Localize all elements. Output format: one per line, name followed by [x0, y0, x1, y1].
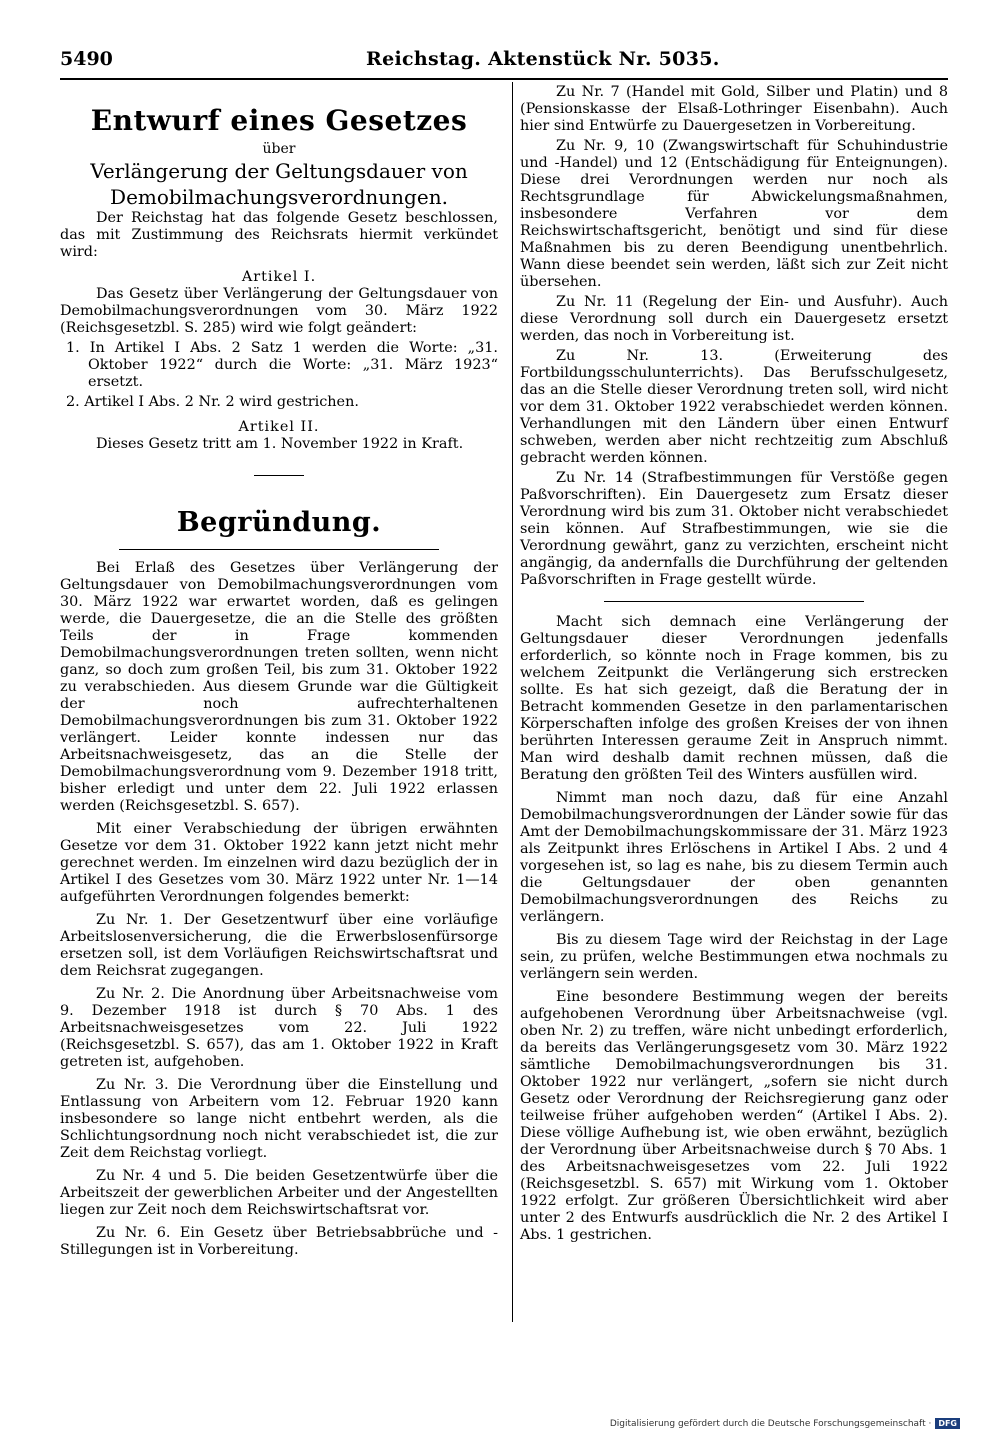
document-title: Entwurf eines Gesetzes [90, 104, 468, 137]
heading-rule [119, 549, 439, 550]
digitization-credit [610, 1418, 960, 1429]
artikel-1-heading: Artikel I. [241, 269, 317, 285]
artikel-2-heading: Artikel II. [238, 419, 320, 435]
right-column [520, 84, 948, 1244]
document-subtitle-line-2: Demobilmachungsverordnungen. [110, 185, 448, 209]
enactment-clause: Der Reichstag hat das folgende Gesetz beschlossen, das mit Zustimmung des Reichsrats hiermit verkündet wird: [60, 210, 498, 260]
paragraph: Eine besondere Bestimmung wegen der bereits aufgehobenen Verordnung über Arbeitsnachweise (vgl. oben Nr. 2) zu treffen, wäre nicht unbedingt erforderlich, da bereits das Verlängerungsgesetz vom 30. März 1922 sämtliche Demobilmachungsverordnungen bis 31. Oktober 1922 nur verlängert, „sofern sie nicht durch Gesetz oder Verordnung der Reichsregierung ganz oder teilweise früher aufgehoben werden“ (Artikel I Abs. 2). Diese völlige Aufhebung ist, wie oben erwähnt, bezüglich der Verordnung über Arbeitsnachweise durch § 70 Abs. 1 des Arbeitsnachweisgesetzes vom 22. Juli 1922 (Reichsgesetzbl. S. 657) mit Wirkung vom 1. Oktober 1922 erfolgt. Zur größeren Übersichtlichkeit wird aber unter 2 des Entwurfs ausdrücklich die Nr. 2 des Artikel I Abs. 1 gestrichen. [520, 989, 948, 1243]
page-header [60, 48, 945, 74]
paragraph: Bis zu diesem Tage wird der Reichstag in der Lage sein, zu prüfen, welche Bestimmungen etwa nochmals zu verlängern sein werden. [520, 932, 948, 982]
paragraph: Nimmt man noch dazu, daß für eine Anzahl Demobilmachungsverordnungen der Länder sowie für das Amt der Demobilmachungskommissare der 31. März 1923 als Zeitpunkt ihres Erlöschens in Artikel I Abs. 2 und 4 vorgesehen ist, so lag es nahe, bis zu diesem Termin auch die Geltungsdauer der oben genannten Demobilmachungsverordnungen des Reichs zu verlängern. [520, 790, 948, 925]
paragraph: Zu Nr. 1. Der Gesetzentwurf über eine vorläufige Arbeitslosenversicherung, die die Erwerbslosenfürsorge ersetzen soll, ist dem Vorläufigen Reichswirtschaftsrat und dem Reichsrat zugegangen. [60, 912, 498, 979]
running-title: Reichstag. Aktenstück Nr. 5035. [366, 48, 720, 70]
page-number: 5490 [60, 48, 113, 70]
credit-text: Digitalisierung gefördert durch die Deutsche Forschungsgemeinschaft · [609, 1419, 932, 1429]
paragraph: Zu Nr. 6. Ein Gesetz über Betriebsabbrüche und -Stillegungen ist in Vorbereitung. [60, 1225, 498, 1258]
header-rule [60, 78, 948, 80]
artikel-1-item-1: 1. In Artikel I Abs. 2 Satz 1 werden die Worte: „31. Oktober 1922“ durch die Worte: „31. März 1923“ ersetzt. [66, 340, 498, 390]
column-divider [512, 82, 513, 1322]
section-separator [254, 475, 304, 476]
paragraph: Zu Nr. 9, 10 (Zwangswirtschaft für Schuhindustrie und -Handel) und 12 (Entschädigung für Enteignungen). Diese drei Verordnungen werden nur noch als Rechtsgrundlage für Abwickelungsmaßnahmen, insbesondere Verfahren vor dem Reichswirtschaftsgericht, benötigt und sind für diese Maßnahmen bis zu deren Beendigung unentbehrlich. Wann diese beendet sein werden, läßt sich zur Zeit nicht übersehen. [520, 138, 948, 290]
paragraph: Zu Nr. 14 (Strafbestimmungen für Verstöße gegen Paßvorschriften). Ein Dauergesetz zum Ersatz dieser Verordnung wird bis zum 31. Oktober nicht verabschiedet sein können. Auf Strafbestimmungen, wie sie die Verordnung gewährt, ganz zu verzichten, erscheint nicht angängig, da andernfalls die Durchführung der geltenden Paßvorschriften in Frage gestellt würde. [520, 470, 948, 588]
artikel-2-text: Dieses Gesetz tritt am 1. November 1922 in Kraft. [96, 436, 464, 452]
title-connector: über [262, 141, 296, 157]
paragraph: Zu Nr. 13. (Erweiterung des Fortbildungsschulunterrichts). Das Berufsschulgesetz, das an die Stelle dieser Verordnung treten soll, wird nicht vor dem 31. Oktober 1922 verabschiedet werden können. Verhandlungen mit den Ländern über einen Entwurf schweben, werden aber nicht rechtzeitig zum Abschluß gebracht werden können. [520, 348, 948, 466]
paragraph: Bei Erlaß des Gesetzes über Verlängerung der Geltungsdauer von Demobilmachungsverordnungen vom 30. März 1922 war erwartet worden, daß es gelingen werde, die Dauergesetze, die an die Stelle des größten Teils der in Frage kommenden Demobilmachungsverordnungen treten sollten, wenn nicht ganz, so doch zum großen Teil, bis zum 31. Oktober 1922 zu verabschieden. Aus diesem Grunde war die Gültigkeit der noch aufrechterhaltenen Demobilmachungsverordnungen bis zum 31. Oktober 1922 verlängert. Leider konnte indessen nur das Arbeitsnachweisgesetz, das an die Stelle der Demobilmachungsverordnung vom 9. Dezember 1918 tritt, bisher erledigt und unter dem 22. Juli 1922 erlassen werden (Reichsgesetzbl. S. 657). [60, 560, 498, 814]
paragraph: Zu Nr. 11 (Regelung der Ein- und Ausfuhr). Auch diese Verordnung soll durch ein Dauergesetz ersetzt werden, das noch in Vorbereitung ist. [520, 294, 948, 344]
left-column [60, 84, 498, 1259]
paragraph: Zu Nr. 7 (Handel mit Gold, Silber und Platin) und 8 (Pensionskasse der Elsaß-Lothringer Eisenbahn). Auch hier sind Entwürfe zu Dauergesetzen in Vorbereitung. [520, 84, 948, 134]
paragraph: Zu Nr. 2. Die Anordnung über Arbeitsnachweise vom 9. Dezember 1918 ist durch § 70 Abs. 1 des Arbeitsnachweisgesetzes vom 22. Juli 1922 (Reichsgesetzbl. S. 657), das am 1. Oktober 1922 in Kraft getreten ist, aufgehoben. [60, 986, 498, 1070]
begruendung-heading: Begründung. [176, 507, 382, 538]
paragraph: Macht sich demnach eine Verlängerung der Geltungsdauer dieser Verordnungen jedenfalls erforderlich, so könnte noch in Frage kommen, bis zu welchem Zeitpunkt die Verlängerung sich erstrecken sollte. Es hat sich gezeigt, daß die Beratung der in Betracht kommenden Gesetze in den parlamentarischen Körperschaften infolge des großen Kreises der von ihnen berührten Interessen geraume Zeit in Anspruch nimmt. Man wird deshalb damit rechnen müssen, daß die Beratung den größten Teil des Winters ausfüllen wird. [520, 614, 948, 783]
section-separator [604, 601, 864, 602]
paragraph: Zu Nr. 3. Die Verordnung über die Einstellung und Entlassung von Arbeitern vom 12. Februar 1920 kann insbesondere so lange nicht entbehrt werden, als die Schlichtungsordnung noch nicht verabschiedet ist, die zur Zeit dem Reichstag vorliegt. [60, 1077, 498, 1161]
paragraph: Zu Nr. 4 und 5. Die beiden Gesetzentwürfe über die Arbeitszeit der gewerblichen Arbeiter und der Angestellten liegen zur Zeit noch dem Reichswirtschaftsrat vor. [60, 1168, 498, 1218]
document-subtitle-line-1: Verlängerung der Geltungsdauer von [90, 159, 468, 183]
artikel-1-text: Das Gesetz über Verlängerung der Geltungsdauer von Demobilmachungsverordnungen vom 30. März 1922 (Reichsgesetzbl. S. 285) wird wie folgt geändert: [60, 286, 498, 336]
artikel-1-item-2: 2. Artikel I Abs. 2 Nr. 2 wird gestrichen. [66, 394, 359, 410]
paragraph: Mit einer Verabschiedung der übrigen erwähnten Gesetze vor dem 31. Oktober 1922 kann jetzt nicht mehr gerechnet werden. Im einzelnen wird dazu bezüglich der in Artikel I des Gesetzes vom 30. März 1922 unter Nr. 1—14 aufgeführten Verordnungen folgendes bemerkt: [60, 821, 498, 905]
dfg-logo: DFG [935, 1418, 960, 1429]
